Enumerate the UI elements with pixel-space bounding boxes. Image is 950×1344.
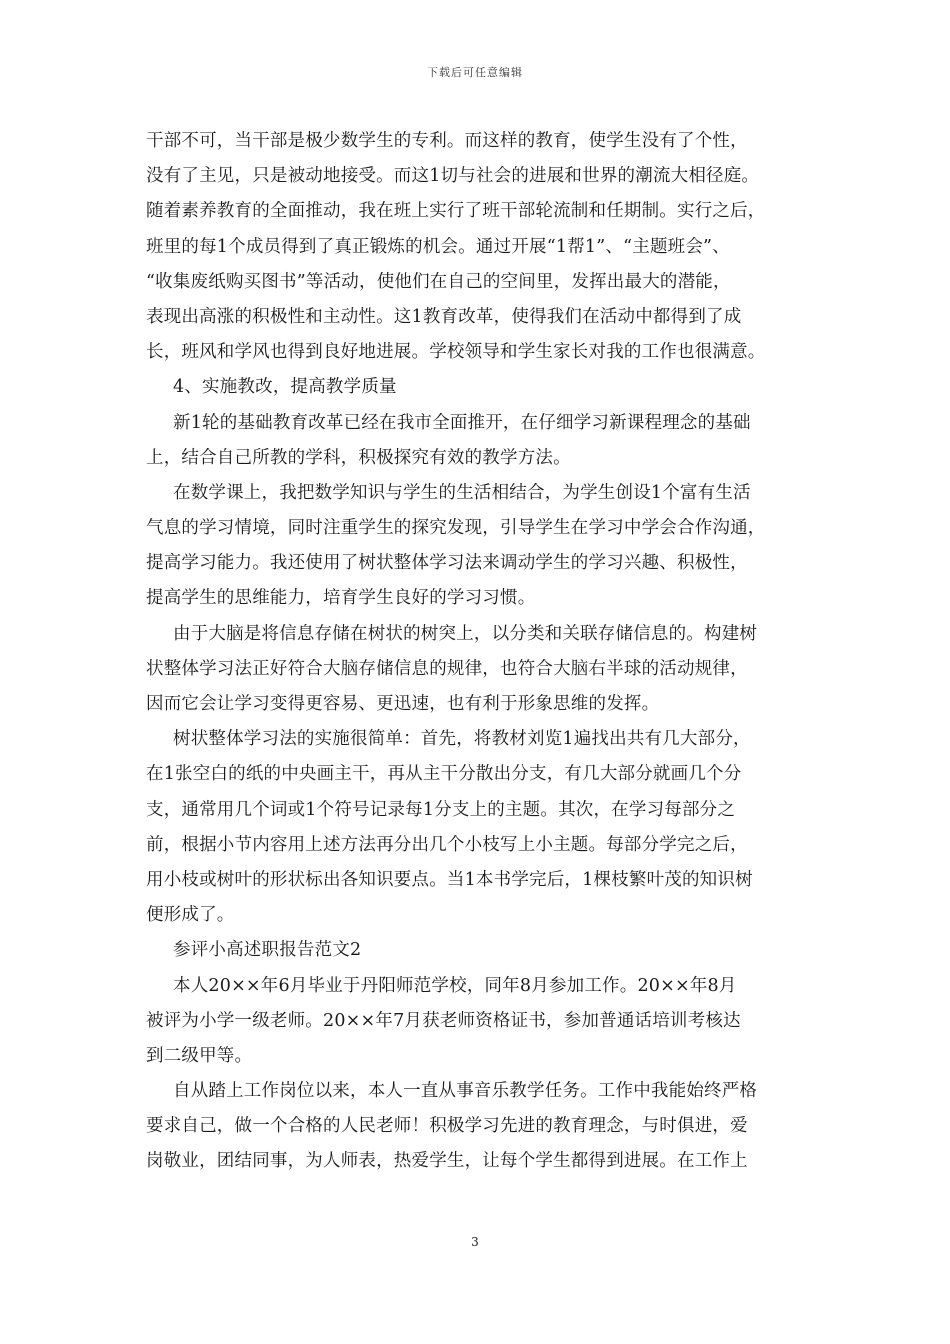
- text-line: 气息的学习情境，同时注重学生的探究发现，引导学生在学习中学会合作沟通，: [146, 518, 766, 539]
- text-line: 上，结合自己所教的学科，积极探究有效的教学方法。: [146, 447, 571, 468]
- text-line: 岗敬业，团结同事，为人师表，热爱学生，让每个学生都得到进展。在工作上: [146, 1151, 748, 1172]
- page-header: 下载后可任意编辑: [427, 66, 523, 79]
- text-line: 因而它会让学习变得更容易、更迅速，也有利于形象思维的发挥。: [146, 694, 660, 714]
- text-line: 支，通常用几个词或1个符号记录每1分支上的主题。其次，在学习每部分之: [146, 799, 736, 820]
- text-line: 班里的每1个成员得到了真正锻炼的机会。通过开展“1帮1”、“主题班会”、: [146, 236, 730, 257]
- text-line: 没有了主见，只是被动地接受。而这1切与社会的进展和世界的潮流大相径庭。: [146, 166, 760, 187]
- text-line: 提高学习能力。我还使用了树状整体学习法来调动学生的学习兴趣、积极性，: [146, 553, 748, 574]
- text-line: “收集废纸购买图书”等活动，使他们在自己的空间里，发挥出最大的潜能，: [146, 271, 731, 292]
- text-line: 状整体学习法正好符合大脑存储信息的规律，也符合大脑右半球的活动规律，: [146, 658, 748, 679]
- page-number: 3: [471, 1235, 479, 1249]
- document-body: [146, 124, 818, 1180]
- text-line: 随着素养教育的全面推动，我在班上实行了班干部轮流制和任期制。实行之后，: [146, 201, 766, 222]
- text-line: 表现出高涨的积极性和主动性。这1教育改革，使得我们在活动中都得到了成: [146, 306, 742, 327]
- text-line: 提高学生的思维能力，培育学生良好的学习习惯。: [146, 588, 536, 609]
- text-line: 要求自己，做一个合格的人民老师！积极学习先进的教育理念，与时俱进，爱: [146, 1116, 748, 1137]
- paragraph-start: 自从踏上工作岗位以来，本人一直从事音乐教学任务。工作中我能始终严格: [173, 1081, 758, 1102]
- section-heading: 4、实施教改，提高教学质量: [173, 377, 397, 398]
- text-line: 干部不可，当干部是极少数学生的专利。而这样的教育，使学生没有了个性，: [146, 131, 748, 151]
- paragraph-start: 新1轮的基础教育改革已经在我市全面推开，在仔细学习新课程理念的基础: [173, 412, 751, 433]
- text-line: 到二级甲等。: [146, 1045, 253, 1066]
- text-line: 长，班风和学风也得到良好地进展。学校领导和学生家长对我的工作也很满意。: [146, 342, 766, 363]
- section-title: 参评小高述职报告范文2: [173, 940, 362, 961]
- paragraph-start: 由于大脑是将信息存储在树状的树突上，以分类和关联存储信息的。构建树: [173, 623, 758, 644]
- text-line: 便形成了。: [146, 905, 235, 926]
- text-line: 用小枝或树叶的形状标出各知识要点。当1本书学完后，1棵枝繁叶茂的知识树: [146, 869, 753, 890]
- paragraph-start: 在数学课上，我把数学知识与学生的生活相结合，为学生创设1个富有生活: [173, 482, 751, 503]
- paragraph-start: 本人20××年6月毕业于丹阳师范学校，同年8月参加工作。20××年8月: [173, 975, 737, 996]
- text-line: 在1张空白的纸的中央画主干，再从主干分散出分支，有几大部分就画几个分: [146, 764, 742, 785]
- text-line: 被评为小学一级老师。20××年7月获老师资格证书，参加普通话培训考核达: [146, 1010, 741, 1031]
- text-line: 前，根据小节内容用上述方法再分出几个小枝写上小主题。每部分学完之后，: [146, 834, 748, 855]
- paragraph-start: 树状整体学习法的实施很简单：首先，将教材刘览1遍找出共有几大部分，: [173, 729, 751, 750]
